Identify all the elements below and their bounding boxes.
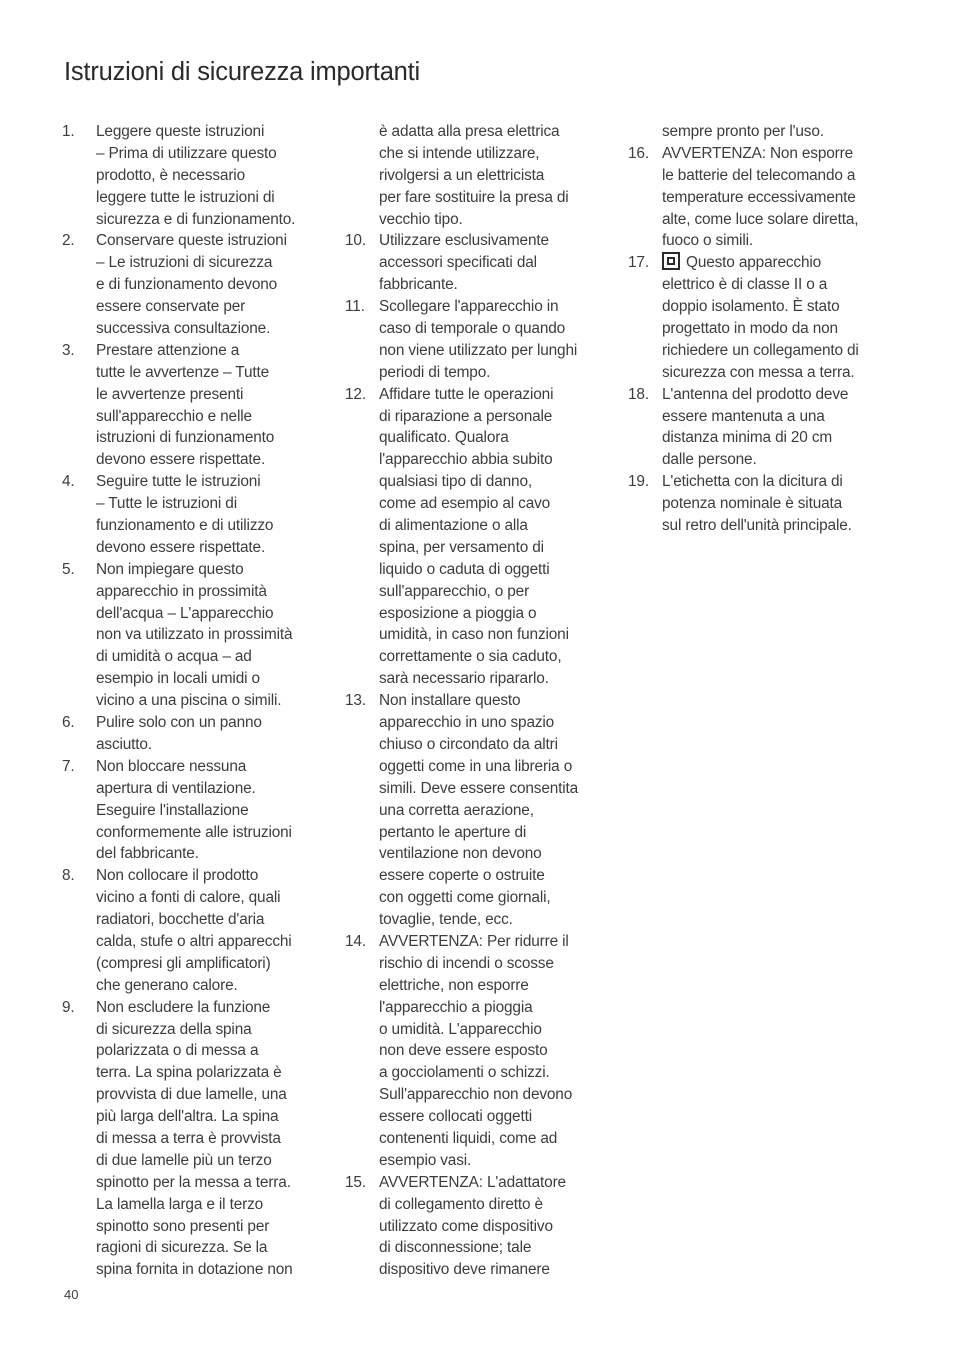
item-text-line: apertura di ventilazione.: [96, 779, 256, 797]
item-text-line: e di funzionamento devono: [96, 276, 278, 294]
item-text-line: per fare sostituire la presa di: [379, 188, 569, 206]
item-text-line: qualificato. Qualora: [379, 429, 509, 447]
item-text-line: apparecchio in uno spazio: [379, 714, 555, 732]
item-text-line: non viene utilizzato per lunghi: [379, 341, 578, 359]
item-text-line: essere conservate per: [96, 298, 246, 316]
item-text-line: sull'apparecchio, o per: [379, 582, 530, 600]
item-text-line: spinotto sono presenti per: [96, 1217, 270, 1235]
item-text-line: esempio in locali umidi o: [96, 670, 260, 688]
item-text-line: accessori specificati dal: [379, 254, 537, 272]
item-text-line: dispositivo deve rimanere: [379, 1261, 550, 1279]
item-number: 7.: [62, 757, 75, 775]
item-text-line: umidità, in caso non funzioni: [379, 626, 569, 644]
item-text-line: Scollegare l'apparecchio in: [379, 298, 559, 316]
item-text-line: del fabbricante.: [96, 845, 199, 863]
item-number: 5.: [62, 560, 75, 578]
item-text-line: sul retro dell'unità principale.: [662, 517, 852, 535]
item-number: 19.: [628, 473, 649, 491]
item-text-line: esempio vasi.: [379, 1151, 472, 1169]
item-text-line: – Tutte le istruzioni di: [96, 495, 237, 513]
item-number: 1.: [62, 123, 75, 140]
item-text-line: come ad esempio al cavo: [379, 495, 551, 513]
item-number: 12.: [345, 385, 366, 403]
item-text-line: doppio isolamento. È stato: [662, 298, 840, 316]
item-number: 4.: [62, 473, 75, 491]
item-text-line: correttamente o sia caduto,: [379, 648, 562, 666]
instruction-item: [345, 931, 617, 1172]
item-text-line: terra. La spina polarizzata è: [96, 1064, 282, 1082]
item-text-line: AVVERTENZA: L'adattatore: [379, 1173, 566, 1191]
item-text-line: Utilizzare esclusivamente: [379, 232, 549, 250]
column-1: [62, 121, 332, 1281]
item-text-line: Prestare attenzione a: [96, 341, 240, 359]
item-text-line: progettato in modo da non: [662, 320, 838, 338]
item-text-line: a gocciolamenti o schizzi.: [379, 1064, 550, 1082]
instruction-item: [62, 471, 332, 559]
item-text-line: chiuso o circondato da altri: [379, 735, 558, 753]
instruction-item: [62, 340, 332, 471]
item-text-line: pertanto le aperture di: [379, 823, 527, 841]
item-text-line: esposizione a pioggia o: [379, 604, 537, 622]
item-text-line: devono essere rispettate.: [96, 538, 266, 556]
item-text-line: tovaglie, tende, ecc.: [379, 911, 513, 929]
item-text-line: liquido o caduta di oggetti: [379, 560, 550, 578]
item-text-line: di sicurezza della spina: [96, 1020, 252, 1038]
item-text-line: sempre pronto per l'uso.: [662, 123, 824, 140]
instruction-item: [62, 559, 332, 712]
item-text-line: Conservare queste istruzioni: [96, 232, 287, 250]
item-number: 13.: [345, 692, 366, 710]
item-text-line: conformemente alle istruzioni: [96, 823, 292, 841]
item-text-line: vicino a una piscina o simili.: [96, 692, 282, 710]
item-text-line: essere collocati oggetti: [379, 1108, 532, 1126]
item-text-line: è adatta alla presa elettrica: [379, 123, 560, 140]
item-text-line: di collegamento diretto è: [379, 1195, 543, 1213]
item-text-line: essere mantenuta a una: [662, 407, 825, 425]
item-text-line: o umidità. L'apparecchio: [379, 1020, 542, 1038]
item-text-line: con oggetti come giornali,: [379, 889, 551, 907]
item-text-line: funzionamento e di utilizzo: [96, 517, 274, 535]
item-text-line: simili. Deve essere consentita: [379, 779, 579, 797]
instruction-item: [628, 471, 900, 537]
item-text-line: di messa a terra è provvista: [96, 1129, 281, 1147]
instruction-item: [62, 756, 332, 865]
item-number: 8.: [62, 867, 75, 885]
item-text-line: più larga dell'altra. La spina: [96, 1108, 279, 1126]
item-text-line: utilizzato come dispositivo: [379, 1217, 553, 1235]
item-text-line: di due lamelle più un terzo: [96, 1151, 272, 1169]
item-text-line: rischio di incendi o scosse: [379, 954, 554, 972]
item-text-line: ragioni di sicurezza. Se la: [96, 1239, 268, 1257]
item-text-line: provvista di due lamelle, una: [96, 1086, 287, 1104]
item-text-line: Eseguire l'installazione: [96, 801, 249, 819]
item-text-line: apparecchio in prossimità: [96, 582, 267, 600]
item-text-line: di alimentazione o alla: [379, 517, 528, 535]
item-number: 11.: [345, 298, 365, 316]
item-text-line: dell'acqua – L'apparecchio: [96, 604, 274, 622]
item-text-line: di disconnessione; tale: [379, 1239, 532, 1257]
instruction-item: [62, 230, 332, 339]
item-text-line: successiva consultazione.: [96, 320, 271, 338]
item-text-line: Seguire tutte le istruzioni: [96, 473, 261, 491]
item-text-line: temperature eccessivamente: [662, 188, 856, 206]
item-text-line: L'etichetta con la dicitura di: [662, 473, 843, 491]
item-text-line: Non escludere la funzione: [96, 998, 271, 1016]
item-text-line: prodotto, è necessario: [96, 166, 245, 184]
item-text-line: sull'apparecchio e nelle: [96, 407, 252, 425]
item-number: 15.: [345, 1173, 366, 1191]
item-text-line: Non bloccare nessuna: [96, 757, 247, 775]
item-text-line: calda, stufe o altri apparecchi: [96, 932, 292, 950]
item-text-line: di riparazione a personale: [379, 407, 553, 425]
item-text-line: radiatori, bocchette d'aria: [96, 911, 265, 929]
item-text-line: La lamella larga e il terzo: [96, 1195, 264, 1213]
item-text-line: le batterie del telecomando a: [662, 166, 856, 184]
instruction-item: [62, 712, 332, 756]
item-text-line: oggetti come in una libreria o: [379, 757, 573, 775]
item-number: 17.: [628, 254, 649, 272]
item-text-line: AVVERTENZA: Per ridurre il: [379, 932, 569, 950]
column-2: [345, 121, 617, 1281]
item-text-line: sarà necessario ripararlo.: [379, 670, 549, 688]
item-number: 10.: [345, 232, 366, 250]
item-text-line: ventilazione non devono: [379, 845, 542, 863]
column-3: [628, 121, 900, 537]
item-text-line: Affidare tutte le operazioni: [379, 385, 554, 403]
instruction-item: [628, 384, 900, 472]
item-text-line: l'apparecchio abbia subito: [379, 451, 553, 469]
item-text-line: le avvertenze presenti: [96, 385, 244, 403]
instruction-item: [628, 252, 900, 383]
item-text-line: elettrico è di classe II o a: [662, 276, 828, 294]
instruction-item: [628, 143, 900, 252]
item-text-line: AVVERTENZA: Non esporre: [662, 144, 853, 162]
page-number: 40: [64, 1287, 79, 1302]
item-text-line: Non installare questo: [379, 692, 521, 710]
instruction-item: [345, 690, 617, 931]
item-text-line: Non collocare il prodotto: [96, 867, 259, 885]
item-text-line: non va utilizzato in prossimità: [96, 626, 293, 644]
item-text-line: potenza nominale è situata: [662, 495, 843, 513]
item-text-line: che si intende utilizzare,: [379, 144, 540, 162]
item-text-line: vecchio tipo.: [379, 210, 463, 228]
item-text-line: vicino a fonti di calore, quali: [96, 889, 281, 907]
item-text-line: tutte le avvertenze – Tutte: [96, 363, 270, 381]
instruction-item: [345, 121, 617, 230]
item-text-line: Non impiegare questo: [96, 560, 244, 578]
item-text-line: rivolgersi a un elettricista: [379, 166, 545, 184]
instruction-item: [345, 1172, 617, 1281]
item-text-line: spina fornita in dotazione non: [96, 1261, 293, 1279]
item-text-line: essere coperte o ostruite: [379, 867, 545, 885]
item-text-line: una corretta aerazione,: [379, 801, 534, 819]
instruction-item: [62, 997, 332, 1282]
instruction-item: [62, 865, 332, 996]
item-text-line: polarizzata o di messa a: [96, 1042, 259, 1060]
item-text-line: Leggere queste istruzioni: [96, 123, 265, 140]
item-text-line: richiedere un collegamento di: [662, 341, 859, 359]
instruction-item: [345, 230, 617, 296]
instruction-item: [345, 296, 617, 384]
item-text-line: sicurezza e di funzionamento.: [96, 210, 296, 228]
item-text-line: di umidità o acqua – ad: [96, 648, 252, 666]
item-number: 14.: [345, 932, 366, 950]
item-text-line: fuoco o simili.: [662, 232, 753, 250]
item-text-line: sicurezza con messa a terra.: [662, 363, 855, 381]
item-number: 18.: [628, 385, 649, 403]
item-text-line: devono essere rispettate.: [96, 451, 266, 469]
item-text-line: che generano calore.: [96, 976, 238, 994]
item-text-line: elettriche, non esporre: [379, 976, 529, 994]
item-text-line: L'antenna del prodotto deve: [662, 385, 849, 403]
item-text-line: Pulire solo con un panno: [96, 714, 262, 732]
item-number: 2.: [62, 232, 75, 250]
item-text-line: spinotto per la messa a terra.: [96, 1173, 291, 1191]
item-text-line: non deve essere esposto: [379, 1042, 548, 1060]
instruction-item: [628, 121, 900, 143]
item-text-line: periodi di tempo.: [379, 363, 491, 381]
item-text-line: leggere tutte le istruzioni di: [96, 188, 275, 206]
item-number: 9.: [62, 998, 75, 1016]
item-text-line: Questo apparecchio: [686, 254, 822, 272]
item-text-line: alte, come luce solare diretta,: [662, 210, 859, 228]
page-title: Istruzioni di sicurezza importanti: [64, 58, 421, 86]
item-text-line: istruzioni di funzionamento: [96, 429, 275, 447]
item-number: 6.: [62, 714, 75, 732]
item-text-line: qualsiasi tipo di danno,: [379, 473, 532, 491]
instruction-item: [345, 384, 617, 690]
item-number: 3.: [62, 341, 75, 359]
item-text-line: l'apparecchio a pioggia: [379, 998, 533, 1016]
item-text-line: contenenti liquidi, come ad: [379, 1129, 558, 1147]
class-ii-double-insulation-icon: [662, 252, 680, 270]
item-text-line: caso di temporale o quando: [379, 320, 566, 338]
item-text-line: (compresi gli amplificatori): [96, 954, 271, 972]
item-text-line: – Prima di utilizzare questo: [96, 144, 277, 162]
item-text-line: – Le istruzioni di sicurezza: [96, 254, 273, 272]
item-text-line: spina, per versamento di: [379, 538, 544, 556]
item-text-line: asciutto.: [96, 735, 152, 753]
instruction-item: [62, 121, 332, 230]
item-text-line: fabbricante.: [379, 276, 458, 294]
item-text-line: Sull'apparecchio non devono: [379, 1086, 573, 1104]
item-number: 16.: [628, 144, 649, 162]
item-text-line: dalle persone.: [662, 451, 757, 469]
item-text-line: distanza minima di 20 cm: [662, 429, 833, 447]
